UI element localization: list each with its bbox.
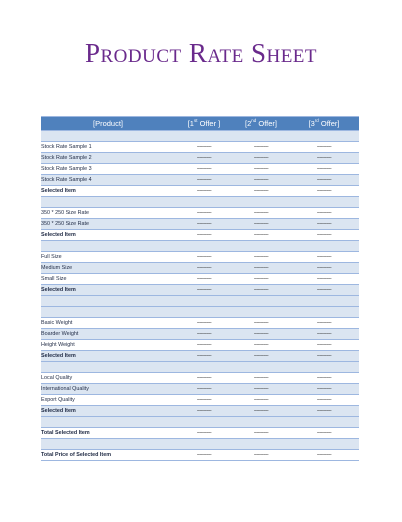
row-label: Stock Rate Sample 2	[41, 153, 175, 164]
offer-2-value: -----------	[233, 340, 289, 351]
spacer-row	[41, 241, 359, 252]
empty-cell	[289, 296, 359, 307]
empty-cell	[41, 131, 175, 142]
table-row	[41, 450, 359, 461]
row-label: Medium Size	[41, 263, 175, 274]
offer-3-value: -----------	[289, 142, 359, 153]
offer-3-value: -----------	[289, 329, 359, 340]
offer-3-value: -----------	[289, 186, 359, 197]
offer-1-value: -----------	[175, 186, 233, 197]
offer-2-value: -----------	[233, 186, 289, 197]
table-row	[41, 175, 359, 186]
offer-1-value: -----------	[175, 384, 233, 395]
offer-1-value: -----------	[175, 175, 233, 186]
empty-cell	[289, 307, 359, 318]
table-row	[41, 329, 359, 340]
spacer-row	[41, 417, 359, 428]
offer-2-value: -----------	[233, 285, 289, 296]
table-row	[41, 340, 359, 351]
offer-2-value: -----------	[233, 428, 289, 439]
offer-3-value: -----------	[289, 153, 359, 164]
offer-1-value: -----------	[175, 153, 233, 164]
empty-cell	[233, 197, 289, 208]
spacer-row	[41, 197, 359, 208]
table-row	[41, 428, 359, 439]
empty-cell	[289, 131, 359, 142]
offer-2-value: -----------	[233, 351, 289, 362]
offer-2-value: -----------	[233, 395, 289, 406]
row-label: Height Weight	[41, 340, 175, 351]
table-row	[41, 318, 359, 329]
header-offer-3: [3rd Offer]	[289, 117, 359, 131]
empty-cell	[175, 362, 233, 373]
empty-cell	[175, 296, 233, 307]
offer-2-value: -----------	[233, 450, 289, 461]
offer-2-value: -----------	[233, 142, 289, 153]
table-row	[41, 373, 359, 384]
offer-3-value: -----------	[289, 263, 359, 274]
offer-3-value: -----------	[289, 219, 359, 230]
table-header-row	[41, 117, 359, 131]
table-row	[41, 142, 359, 153]
offer-1-value: -----------	[175, 395, 233, 406]
table-row	[41, 406, 359, 417]
table-row	[41, 219, 359, 230]
offer-1-value: -----------	[175, 230, 233, 241]
row-label: Small Size	[41, 274, 175, 285]
row-label: Full Size	[41, 252, 175, 263]
empty-cell	[41, 296, 175, 307]
table-row	[41, 153, 359, 164]
row-label: Stock Rate Sample 3	[41, 164, 175, 175]
empty-cell	[41, 439, 175, 450]
empty-cell	[233, 439, 289, 450]
table-row	[41, 351, 359, 362]
empty-cell	[233, 296, 289, 307]
offer-3-value: -----------	[289, 318, 359, 329]
row-label: Selected Item	[41, 351, 175, 362]
table-row	[41, 274, 359, 285]
offer-3-value: -----------	[289, 285, 359, 296]
empty-cell	[175, 131, 233, 142]
offer-2-value: -----------	[233, 318, 289, 329]
offer-2-value: -----------	[233, 252, 289, 263]
offer-3-value: -----------	[289, 395, 359, 406]
row-label: Stock Rate Sample 4	[41, 175, 175, 186]
offer-3-value: -----------	[289, 384, 359, 395]
offer-2-value: -----------	[233, 208, 289, 219]
offer-3-value: -----------	[289, 164, 359, 175]
empty-cell	[233, 131, 289, 142]
empty-cell	[289, 197, 359, 208]
offer-1-value: -----------	[175, 340, 233, 351]
row-label: Total Selected Item	[41, 428, 175, 439]
page-title: Product Rate Sheet	[84, 38, 318, 68]
empty-cell	[41, 197, 175, 208]
spacer-row	[41, 362, 359, 373]
offer-1-value: -----------	[175, 329, 233, 340]
empty-cell	[233, 362, 289, 373]
offer-2-value: -----------	[233, 175, 289, 186]
table-body	[41, 131, 359, 461]
spacer-row	[41, 307, 359, 318]
row-label: Selected Item	[41, 406, 175, 417]
empty-cell	[175, 197, 233, 208]
row-label: Export Quality	[41, 395, 175, 406]
offer-3-value: -----------	[289, 351, 359, 362]
empty-cell	[233, 241, 289, 252]
empty-cell	[289, 417, 359, 428]
offer-3-value: -----------	[289, 175, 359, 186]
empty-cell	[289, 362, 359, 373]
empty-cell	[289, 241, 359, 252]
row-label: Boarder Weight	[41, 329, 175, 340]
empty-cell	[175, 439, 233, 450]
offer-2-value: -----------	[233, 373, 289, 384]
empty-cell	[41, 417, 175, 428]
offer-2-value: -----------	[233, 274, 289, 285]
offer-1-value: -----------	[175, 208, 233, 219]
offer-1-value: -----------	[175, 164, 233, 175]
table-row	[41, 384, 359, 395]
offer-1-value: -----------	[175, 351, 233, 362]
empty-cell	[289, 439, 359, 450]
header-offer-2: [2nd Offer]	[233, 117, 289, 131]
empty-cell	[233, 307, 289, 318]
offer-2-value: -----------	[233, 329, 289, 340]
offer-2-value: -----------	[233, 406, 289, 417]
header-product: [Product]	[41, 117, 175, 131]
row-label: Local Quality	[41, 373, 175, 384]
header-offer-1: [1st Offer ]	[175, 117, 233, 131]
table-row	[41, 164, 359, 175]
table-row	[41, 395, 359, 406]
offer-3-value: -----------	[289, 406, 359, 417]
offer-2-value: -----------	[233, 219, 289, 230]
offer-3-value: -----------	[289, 208, 359, 219]
offer-1-value: -----------	[175, 219, 233, 230]
empty-cell	[41, 241, 175, 252]
offer-1-value: -----------	[175, 263, 233, 274]
row-label: 350 * 250 Size Rate	[41, 219, 175, 230]
spacer-row	[41, 296, 359, 307]
offer-1-value: -----------	[175, 450, 233, 461]
empty-cell	[175, 307, 233, 318]
offer-2-value: -----------	[233, 263, 289, 274]
offer-3-value: -----------	[289, 340, 359, 351]
offer-1-value: -----------	[175, 252, 233, 263]
offer-3-value: -----------	[289, 450, 359, 461]
table-row	[41, 208, 359, 219]
offer-1-value: -----------	[175, 406, 233, 417]
offer-1-value: -----------	[175, 373, 233, 384]
table-row	[41, 186, 359, 197]
offer-1-value: -----------	[175, 274, 233, 285]
offer-2-value: -----------	[233, 230, 289, 241]
row-label: Selected Item	[41, 230, 175, 241]
row-label: 350 * 250 Size Rate	[41, 208, 175, 219]
offer-3-value: -----------	[289, 252, 359, 263]
empty-cell	[41, 362, 175, 373]
offer-2-value: -----------	[233, 384, 289, 395]
offer-3-value: -----------	[289, 373, 359, 384]
table-row	[41, 252, 359, 263]
row-label: Stock Rate Sample 1	[41, 142, 175, 153]
offer-2-value: -----------	[233, 164, 289, 175]
row-label: International Quality	[41, 384, 175, 395]
table-row	[41, 230, 359, 241]
empty-cell	[175, 241, 233, 252]
offer-3-value: -----------	[289, 428, 359, 439]
offer-1-value: -----------	[175, 285, 233, 296]
spacer-row	[41, 131, 359, 142]
empty-cell	[233, 417, 289, 428]
empty-cell	[175, 417, 233, 428]
offer-1-value: -----------	[175, 318, 233, 329]
offer-3-value: -----------	[289, 230, 359, 241]
row-label: Selected Item	[41, 186, 175, 197]
offer-1-value: -----------	[175, 428, 233, 439]
spacer-row	[41, 439, 359, 450]
table-row	[41, 263, 359, 274]
row-label: Selected Item	[41, 285, 175, 296]
table-row	[41, 285, 359, 296]
row-label: Basic Weight	[41, 318, 175, 329]
empty-cell	[41, 307, 175, 318]
row-label: Total Price of Selected Item	[41, 450, 175, 461]
rate-table	[41, 116, 359, 461]
offer-2-value: -----------	[233, 153, 289, 164]
offer-3-value: -----------	[289, 274, 359, 285]
offer-1-value: -----------	[175, 142, 233, 153]
